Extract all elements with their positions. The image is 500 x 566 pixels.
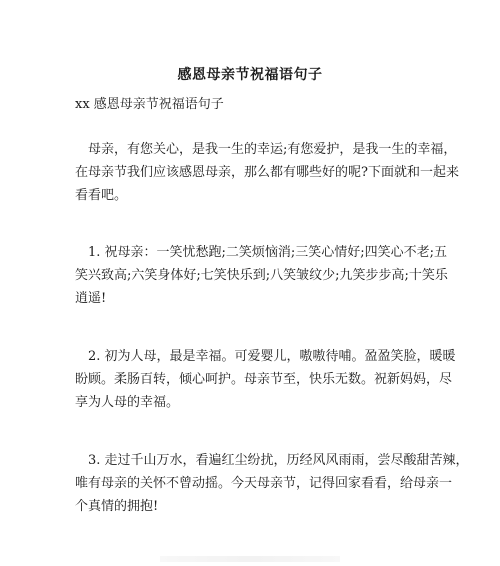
paragraph-line: 2. 初为人母，最是幸福。可爱婴儿，嗷嗷待哺。盈盈笑脸，暖暖 <box>75 349 456 364</box>
document-subtitle: xx 感恩母亲节祝福语句子 <box>75 97 224 112</box>
paragraph-intro <box>75 138 459 207</box>
paragraph-line: 3. 走过千山万水，看遍红尘纷扰，历经风风雨雨，尝尽酸甜苦辣， <box>75 453 469 468</box>
paragraph-line: 母亲，有您关心，是我一生的幸运;有您爱护，是我一生的幸福， <box>75 142 457 157</box>
paragraph-wish-3 <box>75 449 469 518</box>
paragraph-line: 看看吧。 <box>75 188 128 203</box>
paragraph-line: 笑兴致高;六笑身体好;七笑快乐到;八笑皱纹少;九笑步步高;十笑乐 <box>75 268 448 283</box>
paragraph-line: 享为人母的幸福。 <box>75 395 180 410</box>
paragraph-line: 个真情的拥抱! <box>75 499 159 514</box>
faint-watermark <box>160 556 340 562</box>
paragraph-line: 1. 祝母亲：一笑忧愁跑;二笑烦恼消;三笑心情好;四笑心不老;五 <box>75 245 448 260</box>
paragraph-line: 逍遥! <box>75 291 107 306</box>
paragraph-line: 在母亲节我们应该感恩母亲，那么都有哪些好的呢?下面就和一起来 <box>75 165 459 180</box>
paragraph-line: 唯有母亲的关怀不曾动摇。今天母亲节，记得回家看看，给母亲一 <box>75 476 453 491</box>
paragraph-line: 盼顾。柔肠百转，倾心呵护。母亲节至，快乐无数。祝新妈妈，尽 <box>75 372 453 387</box>
paragraph-wish-1 <box>75 241 448 310</box>
paragraph-wish-2 <box>75 345 456 414</box>
document-title: 感恩母亲节祝福语句子 <box>177 67 323 83</box>
